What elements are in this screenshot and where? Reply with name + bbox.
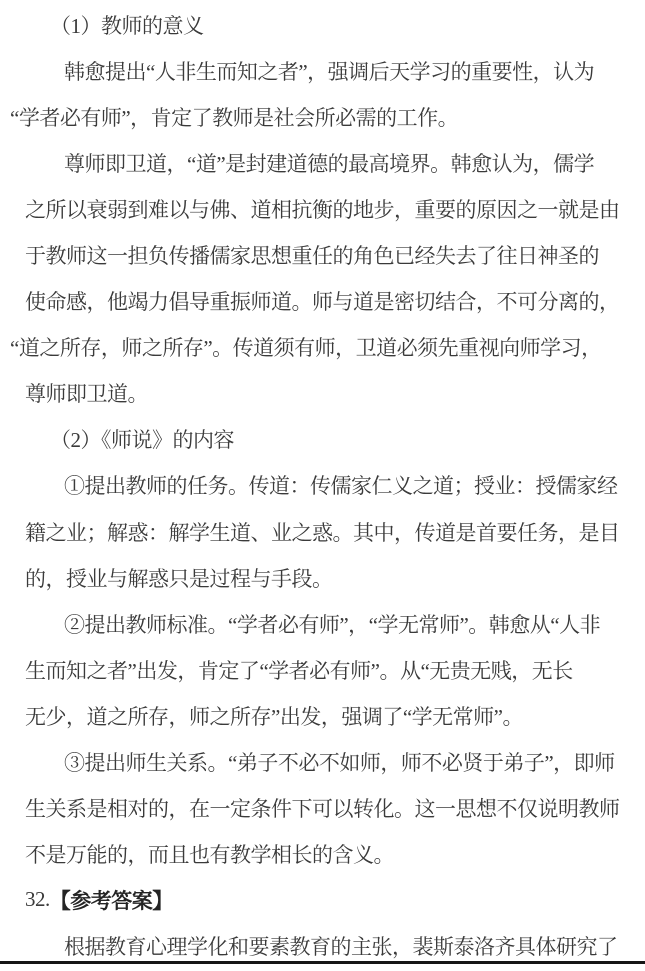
text-line: 韩愈提出“人非生而知之者”，强调后天学习的重要性，认为	[64, 60, 595, 85]
text-line: ②提出教师标准。“学者必有师”，“学无常师”。韩愈从“人非	[64, 612, 601, 637]
text-line: 之所以衰弱到难以与佛、道相抗衡的地步，重要的原因之一就是由	[25, 198, 620, 223]
text-line: 尊师即卫道，“道”是封建道德的最高境界。韩愈认为，儒学	[64, 152, 595, 177]
text-line: 于教师这一担负传播儒家思想重任的角色已经失去了往日神圣的	[25, 244, 599, 269]
question-number: 32.	[25, 887, 50, 912]
text-line: ③提出师生关系。“弟子不必不如师，师不必贤于弟子”，即师	[64, 750, 615, 775]
answer-header-label: 【参考答案】	[49, 888, 173, 913]
text-line: 根据教育心理学化和要素教育的主张，裴斯泰洛齐具体研究了	[64, 934, 618, 959]
text-line: “学者必有师”，肯定了教师是社会所必需的工作。	[10, 106, 459, 131]
text-line: 尊师即卫道。	[25, 382, 148, 407]
text-line: 生关系是相对的，在一定条件下可以转化。这一思想不仅说明教师	[25, 796, 620, 821]
text-line: （1）教师的意义	[50, 14, 204, 39]
text-line: 使命感，他竭力倡导重振师道。师与道是密切结合，不可分离的，	[25, 290, 620, 315]
text-line: “道之所存，师之所存”。传道须有师，卫道必须先重视向师学习，	[10, 336, 602, 361]
text-line: 不是万能的，而且也有教学相长的含义。	[25, 842, 394, 867]
text-line: 的，授业与解惑只是过程与手段。	[25, 566, 333, 591]
text-line: 无少，道之所存，师之所存”出发，强调了“学无常师”。	[25, 704, 523, 729]
text-line: 生而知之者”出发，肯定了“学者必有师”。从“无贵无贱，无长	[25, 658, 573, 683]
bottom-divider	[0, 961, 645, 964]
text-line: ①提出教师的任务。传道：传儒家仁义之道；授业：授儒家经	[64, 474, 618, 499]
text-line: （2）《师说》的内容	[50, 428, 234, 453]
text-line	[0, 877, 645, 923]
text-line: 籍之业；解惑：解学生道、业之惑。其中，传道是首要任务，是目	[25, 520, 620, 545]
